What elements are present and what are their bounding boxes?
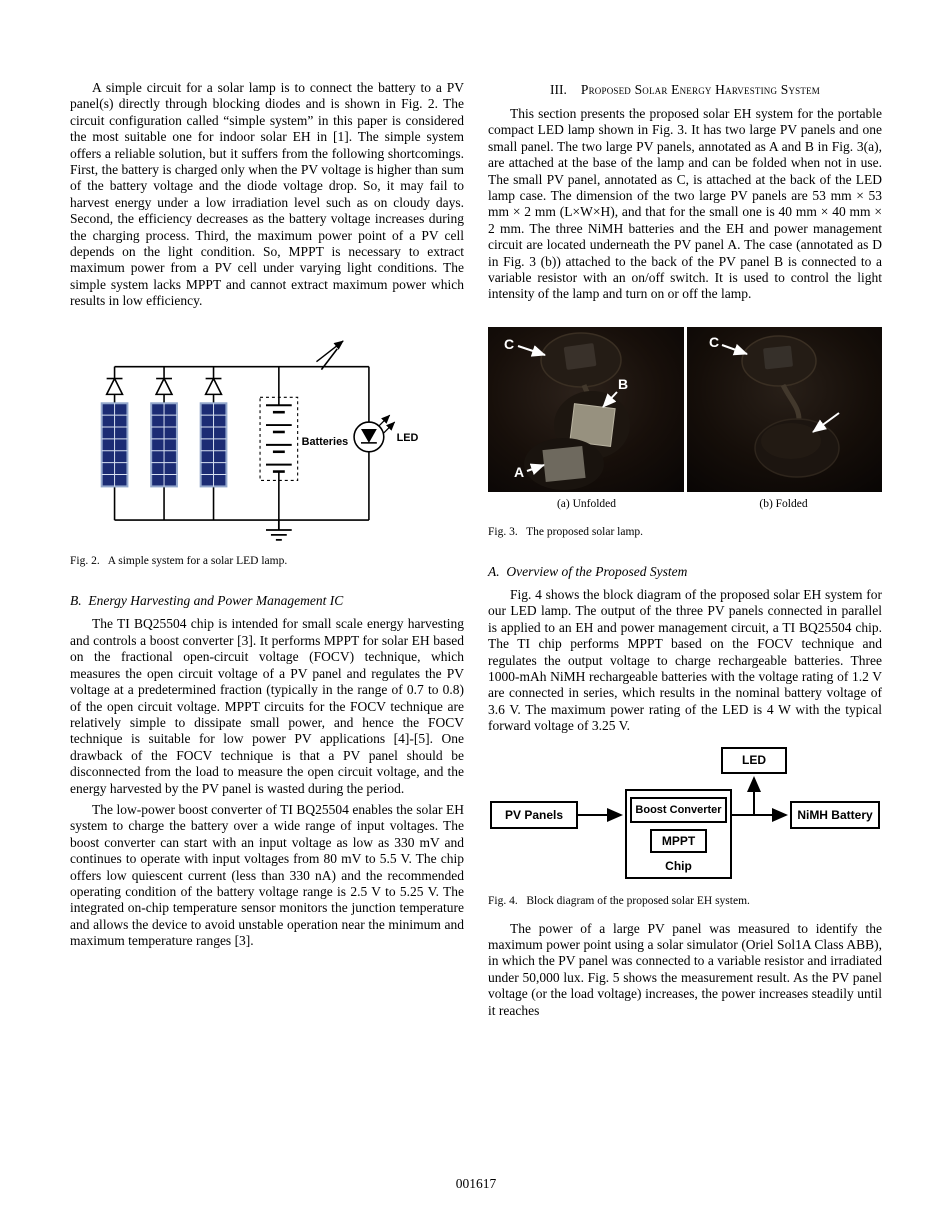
lamp-head bbox=[742, 336, 816, 386]
fig4-boost-converter-block: Boost Converter bbox=[630, 797, 727, 823]
paragraph-proposed-system: This section presents the proposed solar EH system for the portable compact LED lamp shown in Fig. 3. It has two large PV panels and one small panel. The two large PV panels, annotated as A and B in Fig. 3(a), are attached at the base of the lamp and can be folded when not in use. The small PV panel, annotated as C, is attached at the back of the LED lamp case. The dimension of the two large PV panels are 53 mm × 53 mm × 2 mm (L×W×H), and that for the small one is 40 mm × 40 mm × 2 mm. The three NiMH batteries and the EH and power management circuit are located underneath the PV panel A. The case (annotated as D in Fig. 3 (b)) attached to the back of the PV panel B is connected to a variable resistor with an on/off switch. It is used to control the light intensity of the lamp and turn on or off the lamp. bbox=[488, 106, 882, 302]
led-symbol bbox=[354, 366, 395, 519]
heading-section-b: B. Energy Harvesting and Power Management IC bbox=[70, 593, 344, 609]
figure-2-caption: Fig. 2. A simple system for a solar LED lamp. bbox=[70, 555, 288, 568]
paragraph-bq25504-chip: The TI BQ25504 chip is intended for small scale energy harvesting and controls a boost converter [3]. It performs MPPT for solar EH based on the fractional open-circuit voltage (FOCV) technique, which measures the open circuit voltage of a PV panel and regulates the PV voltage at a predetermined fraction (typically in the range of 0.7 to 0.8) of the open circuit voltage. MPPT circuits for the FOCV technique are relatively simple to dissipate small power, and hence the FOCV technique is suitable for low power PV applications [4]-[5]. One drawback of the FOCV technique is that a PV panel should be disconnected from the load to measure the open circuit voltage, and the energy harvested by the PV panel is wasted during the period. bbox=[70, 616, 464, 796]
ground-symbol bbox=[266, 520, 292, 540]
fig2-circuit-diagram bbox=[72, 334, 458, 546]
led-label: LED bbox=[396, 431, 419, 444]
fig4-mppt-block: MPPT bbox=[650, 829, 707, 853]
fig3-photo-folded bbox=[687, 327, 882, 492]
diode-symbol bbox=[206, 378, 222, 394]
fig3-subcaptions bbox=[488, 498, 882, 510]
fig4-pv-panels-block: PV Panels bbox=[490, 801, 578, 829]
pv-panel-symbol bbox=[201, 403, 227, 486]
left-column bbox=[70, 80, 464, 1019]
lamp-head bbox=[541, 333, 621, 387]
section-number: III. bbox=[550, 82, 567, 97]
pv-panel-symbol bbox=[151, 403, 177, 486]
fig4-led-block: LED bbox=[721, 747, 787, 774]
batteries-label: Batteries bbox=[301, 435, 349, 448]
fig3-photo-unfolded bbox=[488, 327, 684, 492]
paragraph-simple-circuit: A simple circuit for a solar lamp is to connect the battery to a PV panel(s) directly through blocking diodes and is shown in Fig. 2. The circuit configuration called “simple system” in this paper is considered the most suitable one for indoor solar EH in [1]. The simple system offers a reliable solution, but it suffers from the following shortcomings. First, the battery is charged only when the PV voltage is higher than sum of the battery voltage and the diode voltage drop. So, it may fail to harvest energy under a low irradiation level such as on cloudy days. Second, the efficiency decreases as the battery voltage increases during the charging process. Third, the maximum power point of a PV cell depends on the light condition. So, MPPT is necessary to extract maximum power from a PV cell under varying light conditions. The simple system lacks MPPT and cannot extract maximum power which results in low efficiency. bbox=[70, 80, 464, 309]
fig4-chip-label: Chip bbox=[665, 858, 692, 873]
figure-2 bbox=[70, 334, 464, 568]
fig3-subcaption-b: (b) Folded bbox=[759, 497, 808, 510]
paragraph-pv-measurement: The power of a large PV panel was measured to identify the maximum power point using a solar simulator (Oriel Sol1A Class ABB), in which the PV panel was connected to a variable resistor and irradiated under 50,000 lux. Fig. 5 shows the measurement result. As the PV panel voltage (or the load voltage) increases, the power increases steadily until it reaches bbox=[488, 920, 882, 1018]
figure-3-caption: Fig. 3. The proposed solar lamp. bbox=[488, 525, 644, 538]
two-column-layout bbox=[70, 80, 882, 1019]
fig4-nimh-battery-block: NiMH Battery bbox=[790, 801, 880, 829]
switch-arrow-icon bbox=[316, 341, 343, 370]
figure-3 bbox=[488, 327, 882, 538]
fig4-block-diagram bbox=[488, 745, 882, 883]
figure-4-caption: Fig. 4. Block diagram of the proposed solar EH system. bbox=[488, 894, 750, 907]
fig3-photos bbox=[488, 327, 882, 492]
heading-section-iii bbox=[488, 82, 882, 98]
annotation-b: B bbox=[618, 375, 629, 392]
battery-symbol bbox=[260, 366, 298, 519]
figure-4 bbox=[488, 745, 882, 907]
fig3-subcaption-a: (a) Unfolded bbox=[556, 497, 617, 510]
annotation-c: C bbox=[504, 335, 515, 352]
folded-panels-photo bbox=[755, 419, 839, 477]
heading-section-a: A. Overview of the Proposed System bbox=[488, 563, 688, 579]
paragraph-block-diagram: Fig. 4 shows the block diagram of the proposed solar EH system for our LED lamp. The output of the three PV panels connected in parallel is applied to an EH and power management circuit, a TI BQ25504 chip. The TI chip performs MPPT based on the FOCV technique and regulates the output voltage to charge rechargeable batteries. Three 1000-mAh NiMH rechargeable batteries with the voltage rating of 1.2 V are connected in series, which results in the nominal battery voltage of 3.6 V. The maximum power rating of the LED is 4 W with the typical forward voltage of 3.25 V. bbox=[488, 586, 882, 734]
paragraph-boost-converter: The low-power boost converter of TI BQ25504 enables the solar EH system to charge the battery over a wide range of input voltages. The boost converter can start with an input voltage as low as 330 mV and continues to operate with input voltages from 80 mV to 5.5 V. The chip offers low quiescent current (less than 330 nA) and the recommended operating condition of the battery voltage range is 2.5 V to 5.25 V. The integrated on-chip temperature sensor monitors the junction temperature and allows the device to avoid unstable operation near the minimum and maximum temperature ranges [3]. bbox=[70, 801, 464, 949]
annotation-c: C bbox=[709, 333, 720, 350]
page-number: 001617 bbox=[455, 1176, 497, 1191]
annotation-a: A bbox=[514, 463, 525, 480]
section-title: Proposed Solar Energy Harvesting System bbox=[580, 82, 820, 97]
pv-panel-symbol bbox=[102, 403, 128, 486]
fig4-chip-block bbox=[625, 789, 732, 879]
diode-symbol bbox=[107, 378, 123, 394]
right-column bbox=[488, 80, 882, 1019]
diode-symbol bbox=[156, 378, 172, 394]
pv-panel-a-photo bbox=[524, 438, 604, 490]
